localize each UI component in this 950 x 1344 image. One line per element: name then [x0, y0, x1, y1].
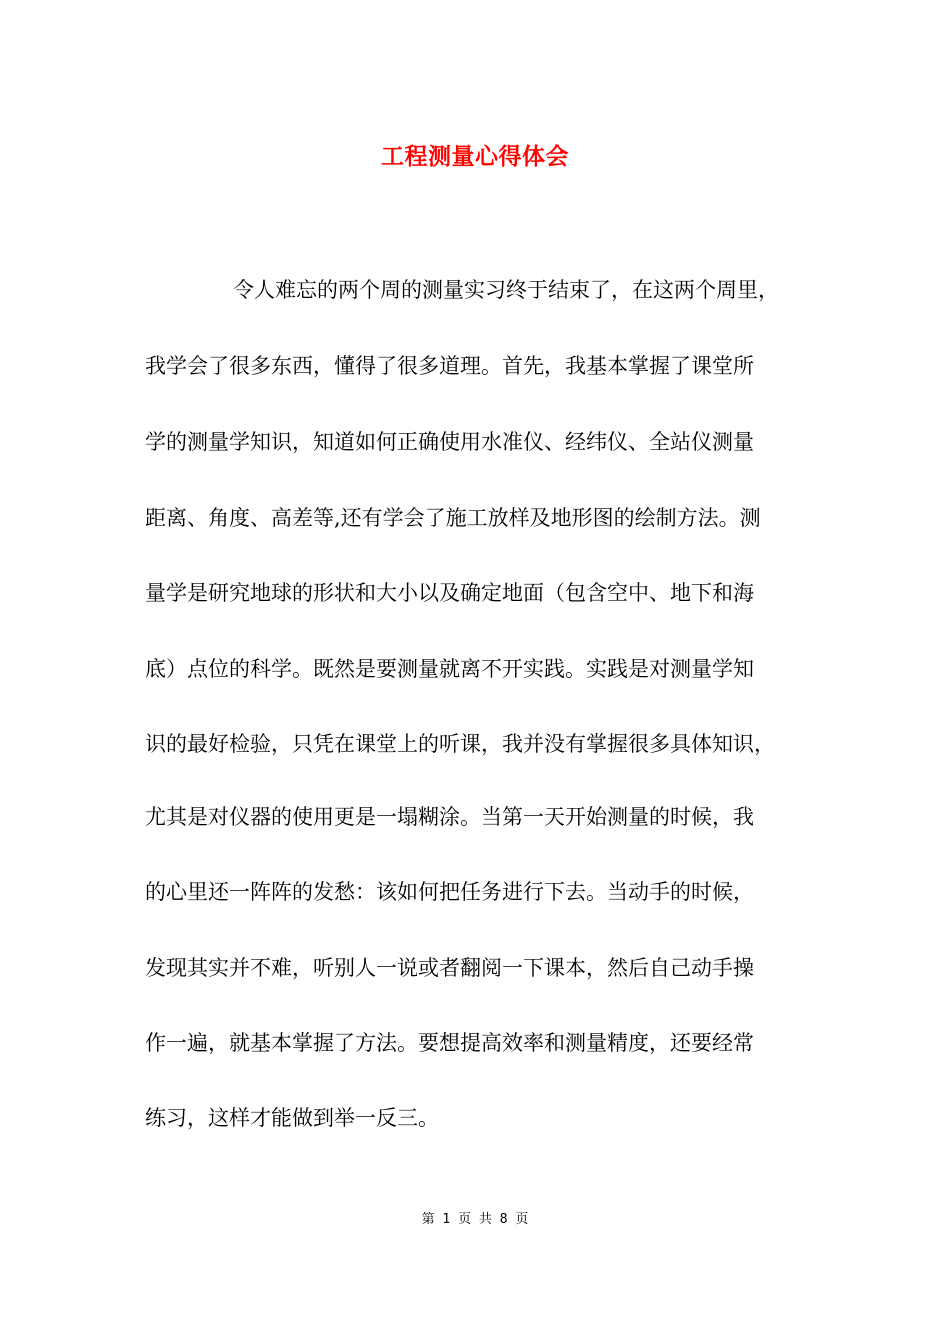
paragraph-line: 的心里还一阵阵的发愁：该如何把任务进行下去。当动手的时候，	[145, 880, 754, 904]
paragraph-line: 令人难忘的两个周的测量实习终于结束了，在这两个周里，	[233, 278, 779, 302]
document-title: 工程测量心得体会	[381, 143, 569, 170]
paragraph-line: 练习，这样才能做到举一反三。	[145, 1106, 439, 1130]
paragraph-line: 尤其是对仪器的使用更是一塌糊涂。当第一天开始测量的时候，我	[145, 805, 754, 829]
paragraph-line: 识的最好检验，只凭在课堂上的听课，我并没有掌握很多具体知识，	[145, 732, 775, 756]
page-number-footer: 第 1 页 共 8 页	[421, 1212, 529, 1227]
paragraph-line: 我学会了很多东西，懂得了很多道理。首先，我基本掌握了课堂所	[145, 354, 754, 378]
paragraph-line: 作一遍，就基本掌握了方法。要想提高效率和测量精度，还要经常	[145, 1031, 754, 1055]
paragraph-line: 量学是研究地球的形状和大小以及确定地面（包含空中、地下和海	[145, 581, 754, 605]
paragraph-line: 学的测量学知识，知道如何正确使用水准仪、经纬仪、全站仪测量	[145, 430, 754, 454]
paragraph-line: 距离、角度、高差等,还有学会了施工放样及地形图的绘制方法。测	[145, 506, 761, 530]
paragraph-line: 发现其实并不难，听别人一说或者翻阅一下课本，然后自己动手操	[145, 956, 754, 980]
paragraph-line: 底）点位的科学。既然是要测量就离不开实践。实践是对测量学知	[145, 657, 754, 681]
